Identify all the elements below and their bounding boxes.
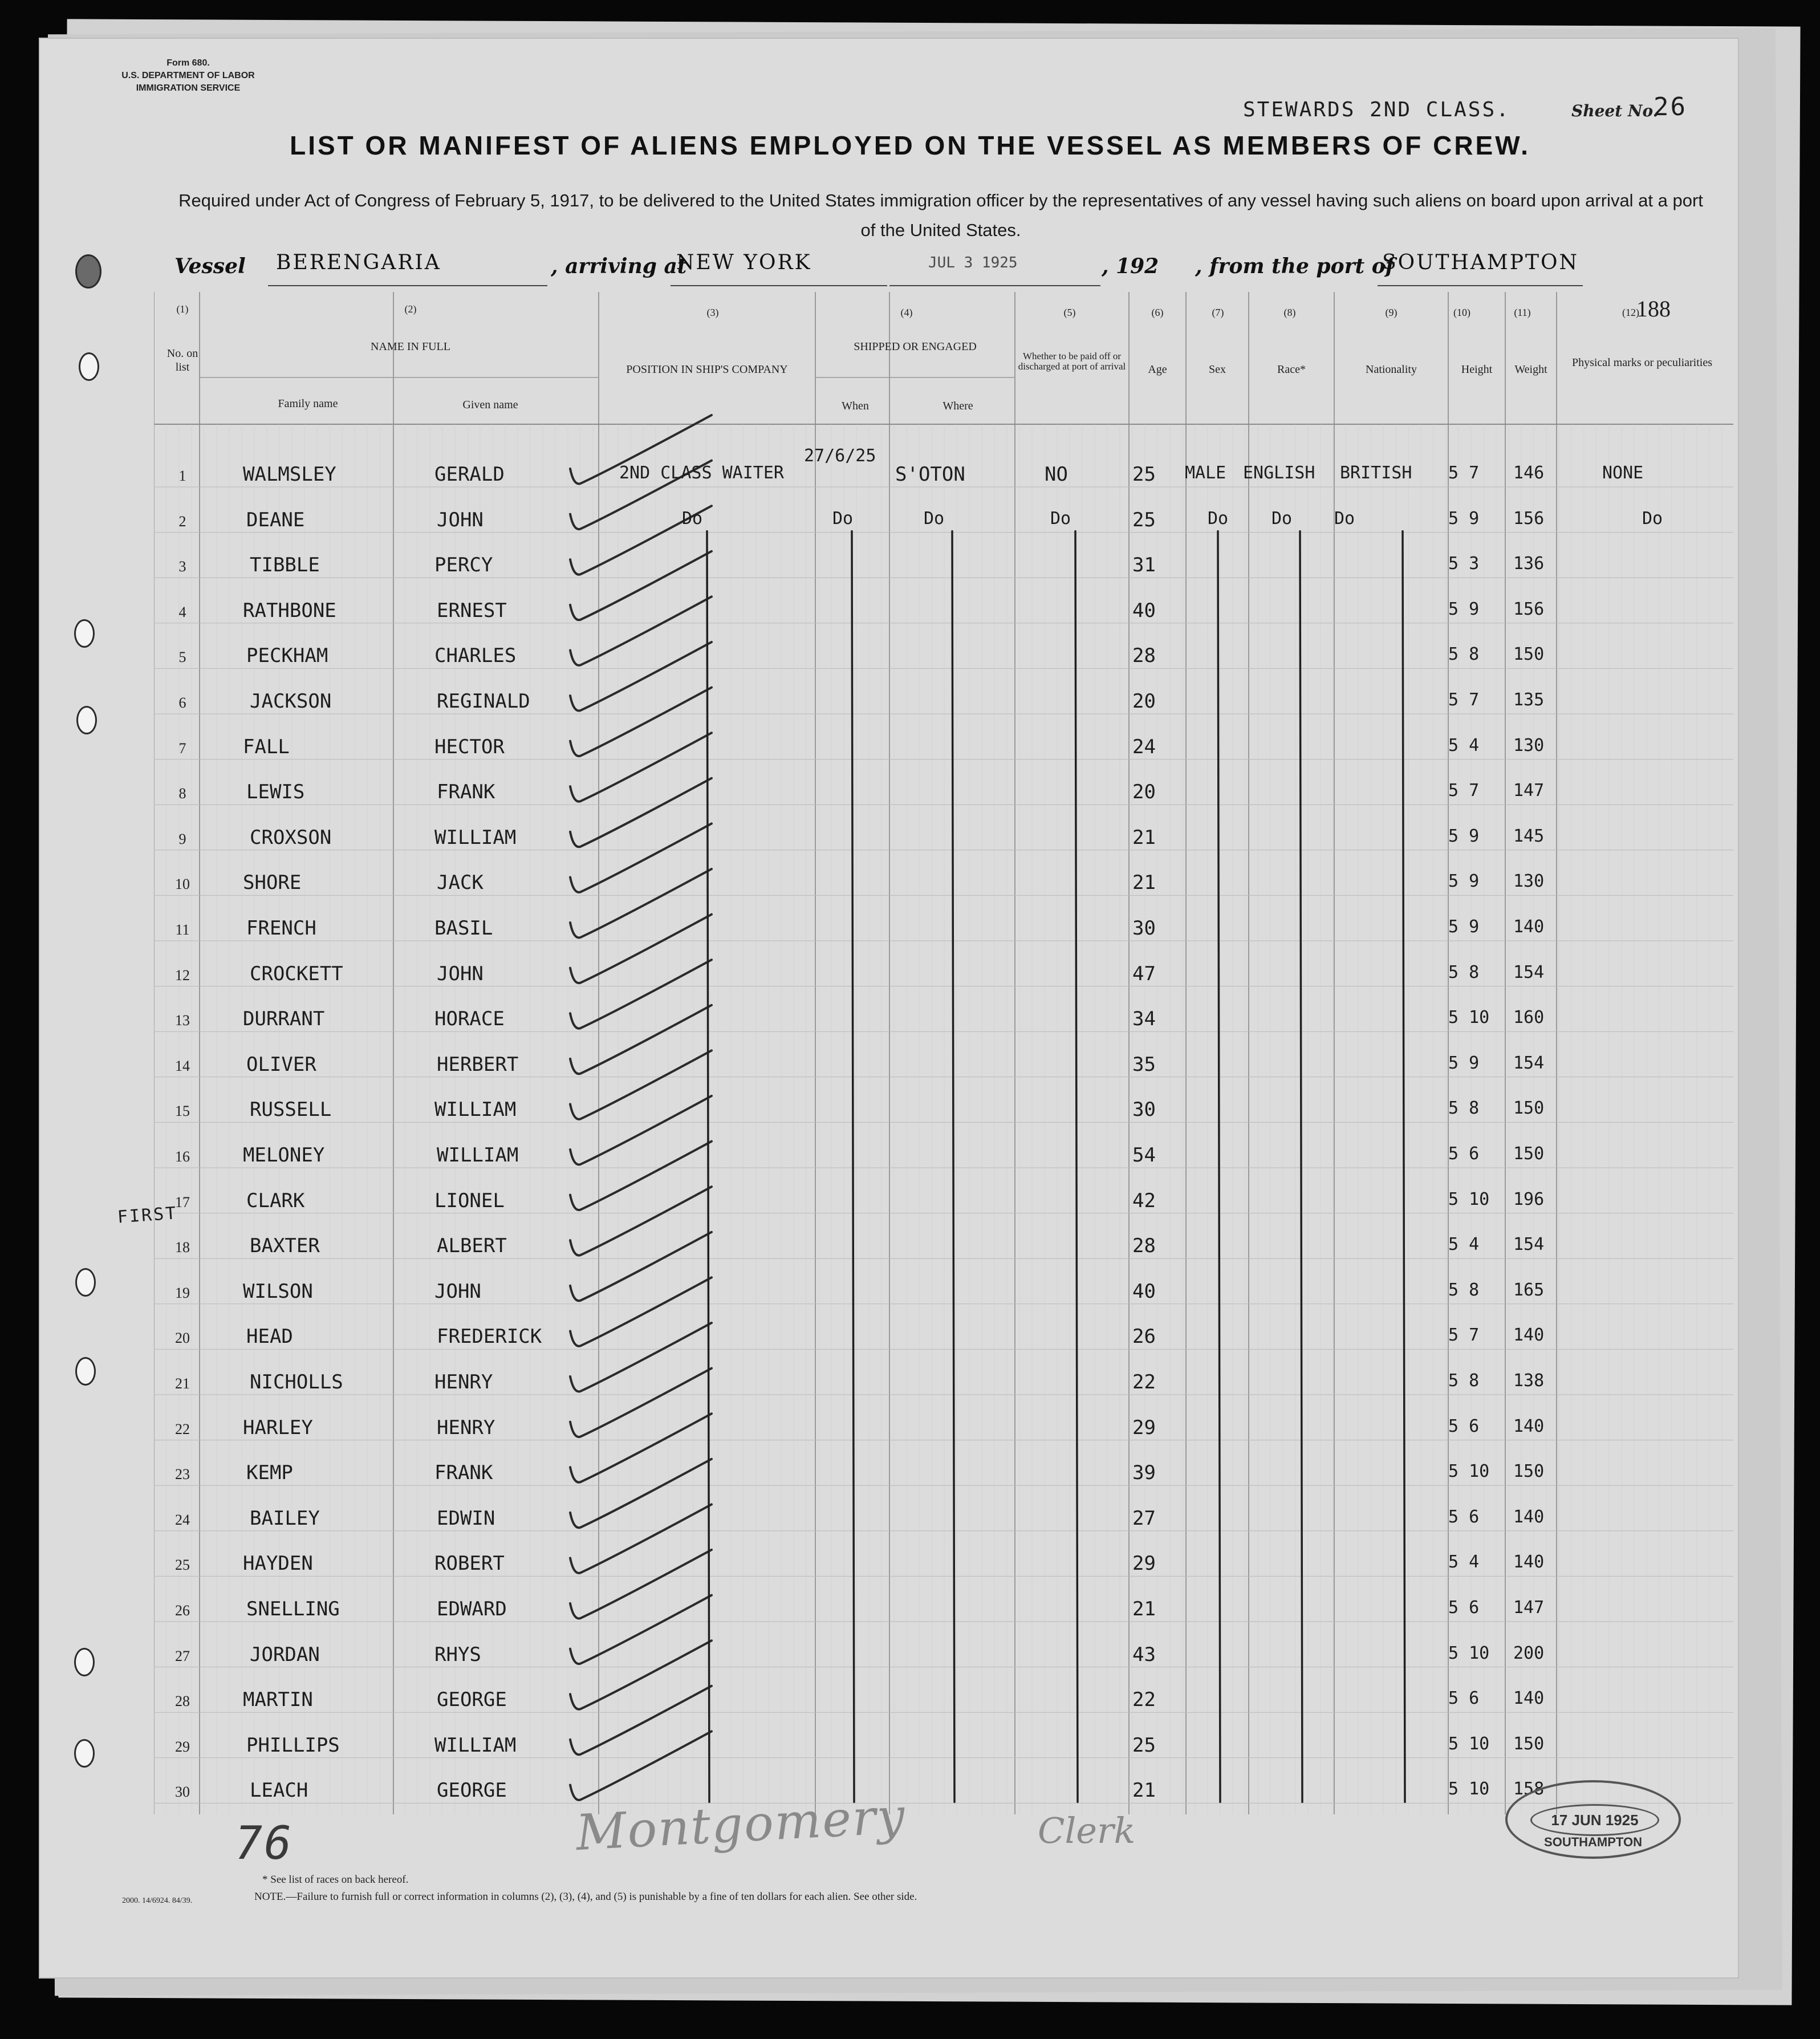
family-name: WILSON	[243, 1280, 313, 1303]
weight: 145	[1513, 826, 1545, 846]
age: 31	[1132, 554, 1156, 577]
check-mark	[570, 1277, 712, 1346]
height: 5 3	[1448, 554, 1480, 574]
given-name: HERBERT	[437, 1053, 519, 1076]
row-number: 24	[175, 1511, 190, 1528]
row-number: 3	[178, 558, 186, 575]
family-name: MARTIN	[243, 1688, 313, 1712]
sheet-number: 26	[1654, 92, 1687, 121]
row-number: 23	[175, 1466, 190, 1483]
column-number: (9)	[1385, 307, 1398, 318]
header-age: Age	[1148, 363, 1167, 376]
age: 22	[1132, 1371, 1156, 1394]
given-name: JACK	[437, 871, 484, 895]
family-name: BAILEY	[250, 1506, 320, 1530]
age: 29	[1132, 1416, 1156, 1439]
row-number: 21	[175, 1375, 190, 1392]
check-mark	[570, 1005, 712, 1074]
row-number: 25	[175, 1557, 190, 1574]
age: 21	[1132, 1598, 1156, 1620]
age: 26	[1132, 1325, 1156, 1348]
column-number: (6)	[1151, 307, 1164, 318]
family-name: HAYDEN	[243, 1552, 313, 1575]
row-number: 15	[175, 1103, 190, 1120]
age: 29	[1132, 1552, 1156, 1575]
check-mark	[570, 1187, 712, 1255]
shipped-where: S'OTON	[895, 463, 965, 486]
punch-hole	[75, 1357, 96, 1386]
given-name: HENRY	[437, 1416, 495, 1439]
column-number: (10)	[1453, 307, 1470, 318]
row-number: 17	[175, 1193, 190, 1211]
age: 21	[1132, 1779, 1156, 1802]
given-name: RHYS	[434, 1643, 481, 1666]
family-name: WALMSLEY	[243, 463, 336, 486]
row-number: 10	[175, 876, 190, 893]
header-shipped-or-engaged: SHIPPED OR ENGAGED	[854, 340, 977, 353]
row-number: 29	[175, 1738, 190, 1755]
family-name: LEACH	[250, 1779, 308, 1802]
given-name: EDWIN	[437, 1506, 495, 1530]
sheet-label: Sheet No.	[1571, 101, 1659, 120]
port-stamp	[1505, 1780, 1681, 1859]
binder-clip	[75, 254, 101, 289]
check-mark	[570, 823, 712, 892]
height: 5 8	[1448, 962, 1480, 982]
punch-hole	[76, 706, 97, 734]
signature-role: Clerk	[1038, 1810, 1136, 1851]
footnote-penalty: NOTE.—Failure to furnish full or correct information in columns (2), (3), (4), and (5) is punishable by a fine of ten dollars for each alien. See other side.	[254, 1891, 917, 1903]
row-number: 20	[175, 1330, 190, 1347]
print-code: 2000. 14/6924. 84/39.	[122, 1896, 193, 1905]
family-name: FALL	[243, 735, 290, 758]
punch-hole	[79, 352, 99, 381]
height: 5 4	[1448, 1234, 1480, 1255]
weight: 146	[1513, 463, 1545, 483]
header-when: When	[842, 400, 869, 412]
ditto-stroke	[1403, 531, 1405, 1802]
page-title: LIST OR MANIFEST OF ALIENS EMPLOYED ON THE VESSEL AS MEMBERS OF CREW.	[290, 131, 1530, 160]
row-number: 28	[175, 1693, 190, 1710]
weight: 150	[1513, 1733, 1545, 1754]
row-number: 16	[175, 1148, 190, 1165]
age: 34	[1132, 1008, 1156, 1031]
department-note: STEWARDS 2ND CLASS.	[1243, 98, 1510, 121]
row-number: 19	[175, 1284, 190, 1301]
check-mark	[570, 1459, 712, 1528]
row-number: 26	[175, 1602, 190, 1619]
row-number: 30	[175, 1784, 190, 1801]
ditto-where: Do	[924, 508, 945, 529]
given-name: WILLIAM	[434, 826, 517, 849]
height: 5 10	[1448, 1733, 1490, 1754]
check-mark	[570, 1504, 712, 1573]
ditto-stroke	[1300, 531, 1302, 1802]
given-name: PERCY	[434, 554, 493, 577]
weight: 150	[1513, 644, 1545, 665]
height: 5 6	[1448, 1144, 1480, 1164]
family-name: DURRANT	[243, 1008, 325, 1031]
check-mark	[570, 960, 712, 1028]
header-nationality: Nationality	[1366, 363, 1417, 376]
family-name: LEWIS	[246, 781, 305, 804]
stamp-date: 17 JUN 1925	[1530, 1804, 1659, 1836]
row-number: 22	[175, 1420, 190, 1437]
weight: 138	[1513, 1371, 1545, 1391]
family-name: PECKHAM	[246, 644, 328, 668]
row-number: 5	[178, 649, 186, 666]
given-name: FRANK	[434, 1461, 493, 1485]
row-number: 9	[178, 830, 186, 847]
weight: 140	[1513, 1325, 1545, 1346]
sex: MALE	[1185, 463, 1226, 483]
punch-hole	[74, 1648, 95, 1676]
age: 47	[1132, 962, 1156, 985]
ditto-sex: Do	[1208, 508, 1229, 529]
paid-off: NO	[1045, 463, 1068, 486]
age: 54	[1132, 1144, 1156, 1167]
given-name: FREDERICK	[437, 1325, 542, 1348]
vessel-underline	[671, 285, 887, 286]
race: ENGLISH	[1243, 463, 1315, 483]
header-race: Race*	[1277, 363, 1306, 376]
form-identifier	[103, 57, 274, 95]
margin-note: FIRST	[116, 1203, 178, 1228]
weight: 154	[1513, 1053, 1545, 1073]
ditto-stroke	[1218, 531, 1220, 1802]
row-number: 6	[178, 694, 186, 711]
given-name: BASIL	[434, 917, 493, 940]
row-number: 12	[175, 966, 190, 984]
weight: 140	[1513, 1688, 1545, 1709]
weight: 158	[1513, 1779, 1545, 1800]
check-mark	[570, 1595, 712, 1664]
height: 5 6	[1448, 1688, 1480, 1709]
age: 42	[1132, 1189, 1156, 1212]
ditto-stroke	[852, 531, 854, 1802]
family-name: JORDAN	[250, 1643, 320, 1666]
weight: 154	[1513, 1234, 1545, 1255]
family-name: BAXTER	[250, 1234, 320, 1258]
weight: 140	[1513, 1506, 1545, 1527]
header-height: Height	[1461, 363, 1493, 376]
check-mark	[570, 778, 712, 847]
crew-table	[154, 292, 1733, 1820]
given-name: WILLIAM	[437, 1144, 519, 1167]
weight: 154	[1513, 962, 1545, 982]
weight: 140	[1513, 1552, 1545, 1573]
column-number: (5)	[1063, 307, 1076, 318]
handwritten-count: 76	[235, 1817, 294, 1870]
header-given-name: Given name	[462, 399, 518, 411]
check-mark	[570, 688, 712, 756]
given-name: GEORGE	[437, 1688, 507, 1712]
height: 5 4	[1448, 1552, 1480, 1573]
family-name: RUSSELL	[250, 1098, 332, 1122]
header-no-on-list: No. on list	[166, 347, 198, 373]
family-name: CROCKETT	[250, 962, 343, 985]
age: 20	[1132, 690, 1156, 713]
check-mark	[570, 596, 712, 665]
header-physical-marks: Physical marks or peculiarities	[1571, 356, 1713, 369]
weight: 150	[1513, 1461, 1545, 1482]
height: 5 7	[1448, 463, 1480, 483]
age: 24	[1132, 735, 1156, 758]
vessel-underline	[1378, 285, 1583, 286]
weight: 160	[1513, 1008, 1545, 1028]
ditto-race: Do	[1271, 508, 1293, 529]
age: 27	[1132, 1506, 1156, 1530]
weight: 156	[1513, 508, 1545, 529]
height: 5 7	[1448, 781, 1480, 801]
age: 22	[1132, 1688, 1156, 1712]
row-number: 27	[175, 1647, 190, 1664]
check-mark	[570, 1640, 712, 1709]
row-number: 1	[178, 468, 186, 484]
height: 5 9	[1448, 599, 1480, 619]
nationality: BRITISH	[1340, 463, 1412, 483]
weight: 150	[1513, 1098, 1545, 1119]
family-name: RATHBONE	[243, 599, 336, 622]
weight: 135	[1513, 690, 1545, 710]
family-name: NICHOLLS	[250, 1371, 343, 1394]
height: 5 8	[1448, 1280, 1480, 1300]
column-number: (8)	[1283, 307, 1296, 318]
row-number: 7	[178, 740, 186, 757]
given-name: JOHN	[437, 508, 484, 531]
header-sex: Sex	[1209, 363, 1226, 376]
shipped-when: 27/6/25	[804, 446, 876, 466]
ditto-stroke	[707, 531, 709, 1802]
given-name: WILLIAM	[434, 1733, 517, 1757]
punch-hole	[74, 1739, 95, 1768]
weight: 147	[1513, 781, 1545, 801]
arriving-port: NEW YORK	[676, 251, 812, 274]
family-name: HARLEY	[243, 1416, 313, 1439]
header-name-in-full: NAME IN FULL	[371, 340, 450, 353]
column-number: (1)	[176, 303, 189, 315]
age: 21	[1132, 871, 1156, 895]
check-mark	[570, 733, 712, 801]
height: 5 10	[1448, 1008, 1490, 1028]
row-number: 11	[175, 921, 190, 938]
check-mark	[570, 1686, 712, 1754]
weight: 147	[1513, 1598, 1545, 1618]
from-port-label: , from the port of	[1195, 254, 1395, 278]
age: 28	[1132, 1234, 1156, 1258]
age: 25	[1132, 508, 1156, 531]
check-mark	[570, 1414, 712, 1482]
vessel-underline	[268, 285, 547, 286]
given-name: HENRY	[434, 1371, 493, 1394]
family-name: CLARK	[246, 1189, 305, 1212]
family-name: KEMP	[246, 1461, 293, 1485]
vessel-underline	[889, 285, 1100, 286]
height: 5 6	[1448, 1416, 1480, 1436]
height: 5 7	[1448, 1325, 1480, 1346]
family-name: MELONEY	[243, 1144, 325, 1167]
check-mark	[570, 642, 712, 710]
given-name: ROBERT	[434, 1552, 505, 1575]
height: 5 9	[1448, 871, 1480, 892]
age: 25	[1132, 1733, 1156, 1757]
age: 20	[1132, 781, 1156, 804]
height: 5 9	[1448, 1053, 1480, 1073]
age: 40	[1132, 599, 1156, 622]
height: 5 8	[1448, 644, 1480, 665]
punch-hole	[75, 1268, 96, 1297]
check-mark	[570, 1050, 712, 1119]
given-name: HORACE	[434, 1008, 505, 1031]
age: 35	[1132, 1053, 1156, 1076]
column-number: (12)	[1622, 307, 1639, 318]
given-name: REGINALD	[437, 690, 530, 713]
check-mark	[570, 1550, 712, 1618]
age: 43	[1132, 1643, 1156, 1666]
given-name: GEORGE	[437, 1779, 507, 1802]
header-family-name: Family name	[278, 397, 338, 410]
weight: 130	[1513, 871, 1545, 892]
punch-hole	[74, 619, 95, 648]
height: 5 4	[1448, 735, 1480, 756]
height: 5 10	[1448, 1643, 1490, 1663]
form-service: IMMIGRATION SERVICE	[136, 83, 241, 93]
height: 5 7	[1448, 690, 1480, 710]
weight: 140	[1513, 917, 1545, 937]
footnote-races: * See list of races on back hereof.	[262, 1874, 409, 1886]
weight: 140	[1513, 1416, 1545, 1436]
header-weight: Weight	[1514, 363, 1547, 376]
arriving-label: , arriving at	[551, 254, 687, 278]
ditto-stroke	[952, 531, 954, 1802]
check-mark	[570, 1368, 712, 1437]
page-count: 188	[1636, 296, 1671, 322]
form-number: Form 680.	[166, 58, 210, 68]
row-number: 18	[175, 1239, 190, 1256]
row-number: 14	[175, 1057, 190, 1074]
weight: 150	[1513, 1144, 1545, 1164]
ditto-position: Do	[682, 508, 703, 529]
given-name: WILLIAM	[434, 1098, 517, 1122]
weight: 196	[1513, 1189, 1545, 1209]
height: 5 9	[1448, 508, 1480, 529]
column-number: (3)	[706, 307, 719, 318]
form-department: U.S. DEPARTMENT OF LABOR	[121, 71, 255, 80]
year-label: , 192	[1102, 254, 1159, 278]
family-name: OLIVER	[246, 1053, 316, 1076]
vessel-label: Vessel	[174, 254, 246, 278]
departure-port: SOUTHAMPTON	[1382, 251, 1579, 274]
weight: 130	[1513, 735, 1545, 756]
officer-signature: Montgomery	[574, 1787, 907, 1862]
height: 5 10	[1448, 1461, 1490, 1482]
ditto-paid-off: Do	[1050, 508, 1071, 529]
position: 2ND CLASS WAITER	[619, 463, 784, 483]
row-number: 2	[178, 513, 186, 530]
given-name: EDWARD	[437, 1598, 507, 1620]
family-name: TIBBLE	[250, 554, 320, 577]
given-name: ALBERT	[437, 1234, 507, 1258]
weight: 156	[1513, 599, 1545, 619]
column-number: (2)	[404, 303, 417, 315]
ditto-when: Do	[832, 508, 854, 529]
row-number: 13	[175, 1012, 190, 1029]
height: 5 10	[1448, 1189, 1490, 1209]
age: 30	[1132, 1098, 1156, 1122]
stamp-place: SOUTHAMPTON	[1544, 1835, 1642, 1849]
height: 5 6	[1448, 1506, 1480, 1527]
physical-marks: NONE	[1602, 463, 1644, 483]
given-name: JOHN	[437, 962, 484, 985]
family-name: SHORE	[243, 871, 302, 895]
age: 40	[1132, 1280, 1156, 1303]
check-mark	[570, 869, 712, 937]
age: 25	[1132, 463, 1156, 486]
given-name: ERNEST	[437, 599, 507, 622]
given-name: CHARLES	[434, 644, 517, 668]
height: 5 6	[1448, 1598, 1480, 1618]
height: 5 9	[1448, 917, 1480, 937]
arrival-date-stamp: JUL 3 1925	[928, 254, 1018, 271]
ditto-physical: Do	[1642, 508, 1663, 529]
height: 5 9	[1448, 826, 1480, 846]
check-mark	[570, 1731, 712, 1800]
family-name: DEANE	[246, 508, 305, 531]
header-paid-off: Whether to be paid off or discharged at port of arrival	[1018, 351, 1126, 372]
page-subtitle: Required under Act of Congress of February 5, 1917, to be delivered to the United States immigration officer by the representatives of any vessel having such aliens on board upon arrival at a port of the United States.	[178, 190, 1703, 240]
given-name: HECTOR	[434, 735, 505, 758]
family-name: HEAD	[246, 1325, 293, 1348]
check-mark	[570, 1096, 712, 1164]
weight: 200	[1513, 1643, 1545, 1663]
family-name: CROXSON	[250, 826, 332, 849]
family-name: PHILLIPS	[246, 1733, 340, 1757]
vessel-name: BERENGARIA	[276, 251, 441, 274]
given-name: LIONEL	[434, 1189, 505, 1212]
height: 5 8	[1448, 1371, 1480, 1391]
column-number: (11)	[1514, 307, 1531, 318]
ditto-stroke	[1075, 531, 1078, 1802]
weight: 136	[1513, 554, 1545, 574]
header-where: Where	[942, 400, 973, 412]
check-mark	[570, 1232, 712, 1301]
family-name: JACKSON	[250, 690, 332, 713]
age: 39	[1132, 1461, 1156, 1485]
height: 5 10	[1448, 1779, 1490, 1800]
given-name: FRANK	[437, 781, 495, 804]
height: 5 8	[1448, 1098, 1480, 1119]
ditto-nationality: Do	[1334, 508, 1355, 529]
age: 21	[1132, 826, 1156, 849]
check-mark	[570, 915, 712, 983]
column-number: (7)	[1212, 307, 1224, 318]
given-name: GERALD	[434, 463, 505, 486]
row-number: 4	[178, 603, 186, 620]
row-number: 8	[178, 785, 186, 802]
check-mark	[570, 551, 712, 620]
family-name: SNELLING	[246, 1598, 340, 1620]
age: 28	[1132, 644, 1156, 668]
check-mark	[570, 1323, 712, 1391]
check-mark	[570, 1142, 712, 1210]
age: 30	[1132, 917, 1156, 940]
family-name: FRENCH	[246, 917, 316, 940]
header-position: POSITION IN SHIP'S COMPANY	[626, 363, 788, 376]
column-number: (4)	[900, 307, 913, 318]
weight: 165	[1513, 1280, 1545, 1300]
given-name: JOHN	[434, 1280, 481, 1303]
